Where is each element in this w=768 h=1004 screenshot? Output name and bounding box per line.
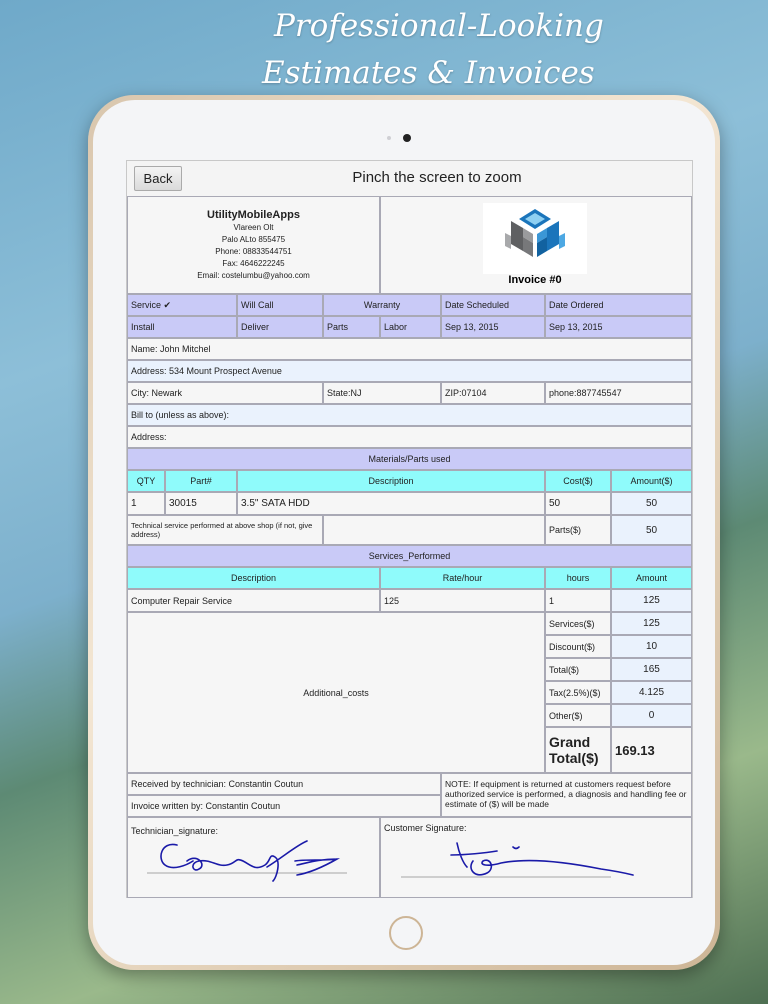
- materials-header-cost: Cost($): [545, 470, 611, 492]
- tax-label: Tax(2.5%)($): [545, 681, 611, 704]
- will-call-checkbox[interactable]: Will Call: [237, 294, 323, 316]
- services-header-rate: Rate/hour: [380, 567, 545, 589]
- material-qty-field[interactable]: 1: [127, 492, 165, 515]
- other-field[interactable]: 0: [611, 704, 692, 727]
- bill-address-field[interactable]: Address:: [127, 426, 692, 448]
- technician-signature-image: [147, 831, 347, 891]
- headline-line-1: Professional-Looking: [274, 8, 604, 44]
- grand-total-value: 169.13: [611, 727, 692, 773]
- customer-signature-image: [401, 837, 641, 887]
- shop-address-field[interactable]: [323, 515, 545, 545]
- company-name: UtilityMobileApps: [207, 208, 300, 221]
- customer-zip-field[interactable]: ZIP:07104: [441, 382, 545, 404]
- headline-line-2: Estimates & Invoices: [262, 55, 595, 91]
- written-by-field[interactable]: Invoice written by: Constantin Coutun: [127, 795, 441, 817]
- back-button[interactable]: Back: [134, 166, 182, 191]
- materials-header-part: Part#: [165, 470, 237, 492]
- customer-address-field[interactable]: Address: 534 Mount Prospect Avenue: [127, 360, 692, 382]
- company-fax: Fax: 4646222245: [222, 258, 285, 268]
- company-street: Vlareen Olt: [233, 222, 274, 232]
- app-screen: [126, 160, 693, 898]
- technician-signature-label: Technician_signature:: [131, 826, 219, 836]
- parts-checkbox[interactable]: Parts: [323, 316, 380, 338]
- total-label: Total($): [545, 658, 611, 681]
- services-header-description: Description: [127, 567, 380, 589]
- service-rate-field[interactable]: 125: [380, 589, 545, 612]
- materials-header-description: Description: [237, 470, 545, 492]
- received-by-field[interactable]: Received by technician: Constantin Coutun: [127, 773, 441, 795]
- total-value: 165: [611, 658, 692, 681]
- services-header-hours: hours: [545, 567, 611, 589]
- camera-icon: [403, 134, 411, 142]
- material-cost-field[interactable]: 50: [545, 492, 611, 515]
- date-ordered-field[interactable]: Sep 13, 2015: [545, 316, 692, 338]
- labor-checkbox[interactable]: Labor: [380, 316, 441, 338]
- tax-value: 4.125: [611, 681, 692, 704]
- service-note: NOTE: If equipment is returned at customers request before authorized service is performed, a diagnosis and handling fee or estimate of ($) will be made: [441, 773, 692, 817]
- company-info: [127, 196, 380, 294]
- material-description-field[interactable]: 3.5" SATA HDD: [237, 492, 545, 515]
- grand-total-label: Grand Total($): [545, 727, 611, 773]
- company-phone: Phone: 08833544751: [215, 246, 292, 256]
- shop-note: Technical service performed at above shop (if not, give address): [127, 515, 323, 545]
- date-scheduled-label: Date Scheduled: [441, 294, 545, 316]
- customer-signature-label: Customer Signature:: [384, 823, 467, 833]
- service-checkbox[interactable]: Service ✔: [127, 294, 237, 316]
- warranty-checkbox[interactable]: Warranty: [323, 294, 441, 316]
- services-header-amount: Amount: [611, 567, 692, 589]
- sensor-icon: [387, 136, 391, 140]
- service-description-field[interactable]: Computer Repair Service: [127, 589, 380, 612]
- customer-name-field[interactable]: Name: John Mitchel: [127, 338, 692, 360]
- materials-section-title: Materials/Parts used: [127, 448, 692, 470]
- bill-to-field[interactable]: Bill to (unless as above):: [127, 404, 692, 426]
- materials-header-amount: Amount($): [611, 470, 692, 492]
- page-title: Pinch the screen to zoom: [352, 169, 522, 186]
- date-ordered-label: Date Ordered: [545, 294, 692, 316]
- customer-state-field[interactable]: State:NJ: [323, 382, 441, 404]
- materials-header-qty: QTY: [127, 470, 165, 492]
- service-hours-field[interactable]: 1: [545, 589, 611, 612]
- top-bar: [127, 161, 692, 197]
- material-part-field[interactable]: 30015: [165, 492, 237, 515]
- parts-total-label: Parts($): [545, 515, 611, 545]
- company-city: Palo ALto 855475: [221, 234, 286, 244]
- service-amount-value: 125: [611, 589, 692, 612]
- parts-total-value: 50: [611, 515, 692, 545]
- date-scheduled-field[interactable]: Sep 13, 2015: [441, 316, 545, 338]
- other-label: Other($): [545, 704, 611, 727]
- services-subtotal-label: Services($): [545, 612, 611, 635]
- deliver-checkbox[interactable]: Deliver: [237, 316, 323, 338]
- customer-city-field[interactable]: City: Newark: [127, 382, 323, 404]
- home-button[interactable]: [389, 916, 423, 950]
- customer-phone-field[interactable]: phone:887745547: [545, 382, 692, 404]
- install-checkbox[interactable]: Install: [127, 316, 237, 338]
- services-subtotal-value: 125: [611, 612, 692, 635]
- discount-label: Discount($): [545, 635, 611, 658]
- company-email: Email: costelumbu@yahoo.com: [197, 270, 310, 280]
- material-amount-value: 50: [611, 492, 692, 515]
- discount-field[interactable]: 10: [611, 635, 692, 658]
- invoice-number: Invoice #0: [508, 274, 562, 286]
- additional-costs-field[interactable]: Additional_costs: [127, 612, 545, 773]
- company-logo: [483, 203, 587, 274]
- services-section-title: Services_Performed: [127, 545, 692, 567]
